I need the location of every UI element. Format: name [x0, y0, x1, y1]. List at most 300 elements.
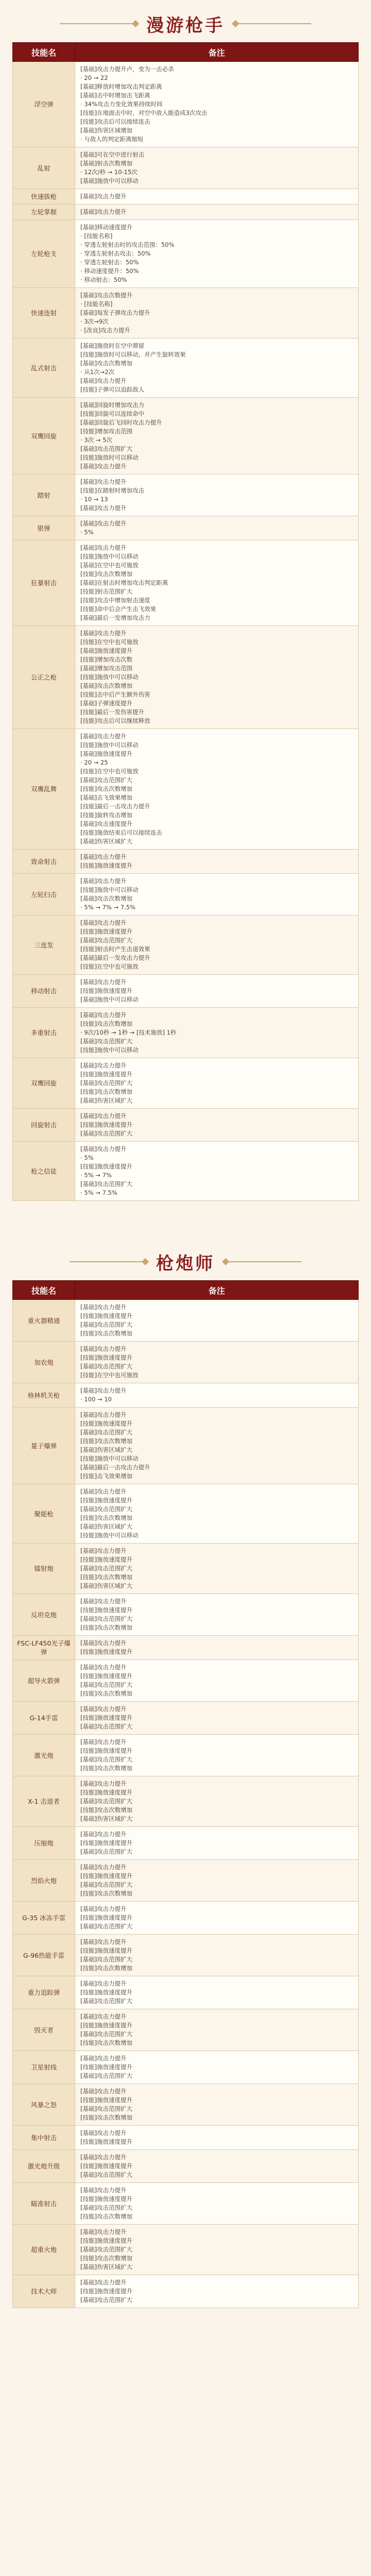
note-line: [技能]攻击次数增加: [80, 1890, 132, 1897]
note-line: [技能]施放速度提升: [80, 2063, 132, 2071]
note-line: [基础]攻击范围扩大: [80, 2296, 132, 2303]
note-line: [技能]命中后会产生击飞效果: [80, 605, 156, 613]
table-row: [13, 540, 359, 626]
note-line: [技能]攻击后可以继续释放: [80, 717, 150, 724]
note-line: [技能]攻击次数增加: [80, 1020, 132, 1027]
note-line: [基础]回旋时增加攻击力: [80, 401, 144, 409]
note-line: [基础]回旋后飞回时攻击力提升: [80, 419, 162, 426]
skill-name: 超导火箭弹: [13, 1660, 75, 1702]
note-line: [基础]在空中也可施放: [80, 562, 139, 569]
note-line: [基础]攻击范围扩大: [80, 1321, 132, 1328]
table-row: [13, 1636, 359, 1660]
skill-name: 卫星射线: [13, 2051, 75, 2084]
note-line: [技能]攻击次数增加: [80, 785, 132, 792]
note-line: [基础]施放速度提升: [80, 647, 132, 654]
table-row: [13, 1660, 359, 1702]
note-line: · 100 → 10: [80, 1396, 112, 1403]
note-line: · 与敌人的判定距离缩短: [80, 135, 144, 143]
note-line: [技能]施放中可以移动: [80, 1455, 139, 1462]
title-ornament-left: [70, 1261, 147, 1262]
note-line: [基础]攻击范围扩大: [80, 2030, 132, 2038]
skill-notes: [75, 338, 359, 398]
skill-name: 左轮扫击: [13, 874, 75, 916]
note-line: [基础]攻击范围扩大: [80, 1180, 132, 1188]
note-line: [基础]攻击力提升: [80, 2013, 127, 2020]
skill-name: 左轮枪支: [13, 220, 75, 288]
note-line: [基础]攻击力提升: [80, 544, 127, 551]
note-line: [技能]子弹可以追踪敌人: [80, 386, 144, 393]
skill-notes: [75, 1408, 359, 1484]
note-line: [技能]攻击后可以接续连击: [80, 118, 150, 125]
note-line: [基础]攻击力提升: [80, 1411, 127, 1418]
skill-name: 双鹰乱舞: [13, 729, 75, 850]
note-line: [技能]攻击次数增加: [80, 1573, 132, 1581]
skill-name: 狂暴射击: [13, 540, 75, 626]
note-line: [技能]在空中也可施放: [80, 638, 139, 646]
skill-name: 加农炮: [13, 1342, 75, 1383]
note-line: · 移动射击：50%: [80, 276, 127, 283]
note-line: [技能]施放中可以移动: [80, 553, 139, 560]
note-line: [基础]攻击力提升: [80, 1780, 127, 1787]
skill-name: 超重火炮: [13, 2225, 75, 2275]
skill-notes: [75, 1544, 359, 1594]
note-line: [基础]攻击力提升: [80, 2129, 127, 2137]
note-line: [技能]增加攻击次数: [80, 656, 132, 663]
note-line: [基础]攻击范围扩大: [80, 2171, 132, 2178]
skill-notes: [75, 147, 359, 189]
note-line: [基础]攻击范围扩大: [80, 2105, 132, 2112]
note-line: [基础]攻击范围扩大: [80, 776, 132, 784]
skill-notes: [75, 1636, 359, 1660]
skill-name: X-1 击退者: [13, 1776, 75, 1827]
note-line: [基础]攻击范围扩大: [80, 1756, 132, 1763]
note-line: [技能]施放速度提升: [80, 1556, 132, 1563]
table-header-row: [13, 1281, 359, 1300]
note-line: [技能]击中后产生额外伤害: [80, 691, 150, 698]
note-line: [技能]攻击次数增加: [80, 1765, 132, 1772]
note-line: [技能]攻击次数增加: [80, 1624, 132, 1631]
note-line: [技能]攻击次数增加: [80, 1806, 132, 1814]
skill-name: 毁灭者: [13, 2009, 75, 2051]
skill-notes: [75, 1776, 359, 1827]
note-line: [基础]伤害区域增加: [80, 127, 132, 134]
note-line: [技能]在踏射时增加攻击: [80, 487, 144, 494]
note-line: [技能]施放速度提升: [80, 987, 132, 994]
note-line: [技能]施放速度提升: [80, 1672, 132, 1680]
note-line: [技能]施放速度提升: [80, 1312, 132, 1319]
note-line: [基础]攻击力提升: [80, 1011, 127, 1019]
skill-notes: [75, 1484, 359, 1544]
skill-name: 乱射: [13, 147, 75, 189]
note-line: [技能]攻击次数增加: [80, 1437, 132, 1445]
title-ornament-left: [60, 23, 137, 24]
note-line: [基础]攻击力提升: [80, 919, 127, 926]
note-line: · 穿透左轮射击：50%: [80, 259, 139, 266]
skill-notes: [75, 1860, 359, 1902]
skill-name: 浮空弹: [13, 62, 75, 147]
skill-notes: [75, 1342, 359, 1383]
note-line: [基础]攻击力提升: [80, 733, 127, 740]
note-line: [基础]增加攻击范围: [80, 665, 132, 672]
note-line: [基础]攻击力提升: [80, 1639, 127, 1647]
note-line: [基础]攻击力提升: [80, 1905, 127, 1912]
note-line: [基础]攻击范围扩大: [80, 1681, 132, 1688]
table-row: [13, 62, 359, 147]
table-row: [13, 516, 359, 540]
skill-notes: [75, 874, 359, 916]
note-line: · 从1次→2次: [80, 368, 115, 376]
note-line: · [技能名称]: [80, 300, 113, 308]
skill-name: 踏射: [13, 474, 75, 516]
note-line: [基础]攻击力提升: [80, 2187, 127, 2194]
skill-name: 移动射击: [13, 975, 75, 1008]
table-row: [13, 1383, 359, 1408]
note-line: [技能]回旋可以连续命中: [80, 410, 144, 417]
skill-notes: [75, 2183, 359, 2225]
skill-name: 烈焰火炮: [13, 1860, 75, 1902]
note-line: [基础]攻击力提升: [80, 1345, 127, 1352]
skill-notes: [75, 1300, 359, 1342]
note-line: [基础]攻击力提升: [80, 2279, 127, 2286]
skill-notes: [75, 1735, 359, 1776]
skill-name: G-14手雷: [13, 1702, 75, 1735]
note-line: [基础]攻击力提升: [80, 853, 127, 860]
note-line: [技能]施放速度提升: [80, 2138, 132, 2145]
table-row: [13, 398, 359, 474]
note-line: [基础]攻击力提升卢，变为一击必杀: [80, 65, 174, 73]
skill-name: 镭射炮: [13, 1544, 75, 1594]
skill-notes: [75, 1594, 359, 1636]
table-row: [13, 1109, 359, 1142]
table-row: [13, 1484, 359, 1544]
note-line: [基础]攻击力提升: [80, 978, 127, 986]
skill-name: FSC-LF450光子爆弹: [13, 1636, 75, 1660]
table-row: [13, 2084, 359, 2126]
table-row: [13, 874, 359, 916]
skill-notes: [75, 850, 359, 874]
table-row: [13, 2150, 359, 2183]
note-line: [基础]攻击力提升: [80, 2228, 127, 2235]
note-line: [技能]施放速度提升: [80, 1872, 132, 1879]
skill-notes: [75, 540, 359, 626]
skill-notes: [75, 1702, 359, 1735]
table-row: [13, 1142, 359, 1201]
skill-name: 格林机关枪: [13, 1383, 75, 1408]
note-line: [技能]攻击次数增加: [80, 1330, 132, 1337]
note-line: [基础]攻击力提升: [80, 463, 127, 470]
table-row: [13, 2051, 359, 2084]
table-row: [13, 1976, 359, 2009]
table-row: [13, 1008, 359, 1058]
note-line: · 12次/秒 → 10-15次: [80, 168, 138, 176]
table-row: [13, 2225, 359, 2275]
note-line: [技能]攻击次数增加: [80, 1690, 132, 1697]
skill-notes: [75, 1660, 359, 1702]
skill-notes: [75, 626, 359, 729]
skill-name: 致命射击: [13, 850, 75, 874]
skill-notes: [75, 2009, 359, 2051]
note-line: [基础]攻击范围扩大: [80, 1956, 132, 1963]
skill-notes: [75, 2084, 359, 2126]
skill-name: 公正之枪: [13, 626, 75, 729]
note-line: [基础]攻击力提升: [80, 1112, 127, 1120]
table-row: [13, 1058, 359, 1109]
note-line: [基础]每发子弹攻击力提升: [80, 309, 150, 316]
note-line: [技能]施放时可以移动: [80, 454, 139, 461]
note-line: [技能]在空中也可施放: [80, 963, 139, 970]
note-line: [基础]攻击力提升: [80, 1387, 127, 1394]
note-line: [基础]攻击力提升: [80, 208, 127, 215]
note-line: [基础]攻击范围扩大: [80, 1923, 132, 1930]
skill-notes: [75, 975, 359, 1008]
note-line: [基础]攻击力提升: [80, 520, 127, 527]
skill-notes: [75, 220, 359, 288]
note-line: [基础]攻击力提升: [80, 2154, 127, 2161]
note-line: [技能]施放速度提升: [80, 2287, 132, 2295]
note-line: [基础]伤害区域扩大: [80, 1097, 132, 1104]
note-line: [基础]攻击力提升: [80, 630, 127, 637]
note-line: [技能]施放速度提升: [80, 1989, 132, 1996]
note-line: [技能]射击时产生击退效果: [80, 945, 150, 953]
note-line: [技能]施放速度提升: [80, 1789, 132, 1796]
skill-notes: [75, 398, 359, 474]
note-line: [基础]攻击力提升: [80, 1145, 127, 1153]
note-line: · 5% → 7.5%: [80, 1189, 117, 1196]
note-line: [技能]施放速度提升: [80, 2022, 132, 2029]
skill-notes: [75, 2150, 359, 2183]
note-line: [基础]攻击力提升: [80, 1488, 127, 1495]
table-row: [13, 205, 359, 220]
note-line: [基础]释放时增加攻击判定距离: [80, 83, 162, 90]
note-line: [基础]攻击力提升: [80, 1705, 127, 1713]
note-line: [技能]攻击次数增加: [80, 1514, 132, 1521]
note-line: [基础]攻击力提升: [80, 1303, 127, 1311]
note-line: [基础]攻击范围扩大: [80, 1565, 132, 1572]
note-line: [技能]击飞效果增加: [80, 1472, 132, 1480]
skill-name: 反坦克炮: [13, 1594, 75, 1636]
skill-notes: [75, 916, 359, 975]
note-line: [技能]旋转攻击增加: [80, 811, 132, 819]
skill-name: 多重射击: [13, 1008, 75, 1058]
table-row: [13, 1594, 359, 1636]
table-row: [13, 1702, 359, 1735]
note-line: [基础]攻击范围扩大: [80, 1079, 132, 1087]
note-line: [基础]攻击范围扩大: [80, 1881, 132, 1888]
note-line: · 5%: [80, 1154, 94, 1161]
note-line: [技能]施放速度提升: [80, 1121, 132, 1128]
note-line: [技能]施放结束后可以接续连击: [80, 829, 162, 836]
skill-name: 快速连射: [13, 288, 75, 338]
skill-name: 技术大师: [13, 2275, 75, 2308]
table-row: [13, 2009, 359, 2051]
note-line: [技能]施放速度提升: [80, 2096, 132, 2104]
note-line: [基础]伤害区域扩大: [80, 1523, 132, 1530]
header-skill: 技能名: [13, 1281, 75, 1300]
note-line: [基础]攻击次数增加: [80, 895, 132, 902]
header-skill: 技能名: [13, 43, 75, 62]
skill-name: 压缩炮: [13, 1827, 75, 1860]
note-line: [技能]攻击次数增加: [80, 1964, 132, 1972]
skill-name: 双鹰回旋: [13, 398, 75, 474]
note-line: · 穿透左轮射击攻击：50%: [80, 250, 151, 257]
note-line: [基础]攻击范围扩大: [80, 1848, 132, 1855]
skill-notes: [75, 1058, 359, 1109]
skill-notes: [75, 205, 359, 220]
table-row: [13, 850, 359, 874]
skill-notes: [75, 516, 359, 540]
note-line: [基础]攻击力提升: [80, 877, 127, 885]
header-note: 备注: [75, 1281, 359, 1300]
note-line: [基础]攻击力提升: [80, 1664, 127, 1671]
table-header-row: [13, 43, 359, 62]
note-line: [基础]施放速度提升: [80, 750, 132, 757]
skill-name: 聚能枪: [13, 1484, 75, 1544]
note-line: [基础]攻击力提升: [80, 1598, 127, 1605]
note-line: [技能]施放速度提升: [80, 928, 132, 935]
note-line: [基础]最后一发攻击力提升: [80, 954, 150, 961]
section-title-row: [12, 10, 359, 37]
note-line: [基础]攻击范围扩大: [80, 1798, 132, 1805]
section-title: 枪炮师: [156, 1253, 215, 1274]
note-line: [技能]施放速度提升: [80, 2162, 132, 2170]
note-line: [基础]攻击力提升: [80, 1831, 127, 1838]
note-line: [技能]施放中可以移动: [80, 886, 139, 893]
note-line: [基础]移动速度提升: [80, 224, 132, 231]
skill-name: 风暴之怒: [13, 2084, 75, 2126]
skill-name: 回旋射击: [13, 1109, 75, 1142]
note-line: [基础]可在空中进行射击: [80, 151, 144, 158]
skill-name: 枪之信徒: [13, 1142, 75, 1201]
note-line: [基础]攻击范围扩大: [80, 1429, 132, 1436]
table-row: [13, 1735, 359, 1776]
note-line: [基础]在射击时增加攻击判定距离: [80, 579, 168, 586]
note-line: [技能]在空中也可施放: [80, 768, 139, 775]
note-line: [基础]攻击次数增加: [80, 682, 132, 689]
note-line: [基础]攻击力提升: [80, 193, 127, 200]
note-line: [技能]施放中可以移动: [80, 1532, 139, 1539]
note-line: [技能]最后一发伤害提升: [80, 708, 144, 716]
note-line: [技能]攻击次数增加: [80, 2255, 132, 2262]
table-row: [13, 189, 359, 205]
note-line: [基础]伤害区域扩大: [80, 1582, 132, 1589]
note-line: [技能]攻击中增加射击速度: [80, 597, 150, 604]
skill-name: 瞄准射击: [13, 2183, 75, 2225]
section-title-row: [12, 1248, 359, 1275]
table-row: [13, 1342, 359, 1383]
skill-name: 三连发: [13, 916, 75, 975]
note-line: [基础]攻击力提升: [80, 1938, 127, 1945]
table-row: [13, 1827, 359, 1860]
note-line: [基础]伤害区域扩大: [80, 1446, 132, 1453]
note-line: [技能]最后一击攻击力提升: [80, 803, 150, 810]
skill-name: 左轮掌握: [13, 205, 75, 220]
skill-notes: [75, 2225, 359, 2275]
skill-name: 双鹰回旋: [13, 1058, 75, 1109]
skill-name: 银弹: [13, 516, 75, 540]
note-line: [基础]攻击力提升: [80, 478, 127, 485]
note-line: [技能]施放速度提升: [80, 1947, 132, 1954]
skill-notes: [75, 1902, 359, 1935]
table-row: [13, 2183, 359, 2225]
note-line: [技能]攻击次数增加: [80, 2114, 132, 2121]
note-line: [基础]伤害区域扩大: [80, 1815, 132, 1822]
table-row: [13, 288, 359, 338]
note-line: [技能]施放速度提升: [80, 862, 132, 869]
skill-notes: [75, 1935, 359, 1976]
note-line: [基础]施放时在空中滞留: [80, 342, 144, 349]
title-ornament-right: [224, 1261, 301, 1262]
note-line: [基础]攻击力提升: [80, 2088, 127, 2095]
skill-name: 乱式射击: [13, 338, 75, 398]
note-line: [基础]攻击力提升: [80, 504, 127, 512]
skill-table: [12, 42, 359, 1201]
note-line: [基础]攻击力提升: [80, 1738, 127, 1745]
note-line: [技能]攻击次数增加: [80, 2213, 132, 2220]
note-line: [基础]施放中可以移动: [80, 177, 139, 184]
note-line: [基础]攻击力提升: [80, 1062, 127, 1069]
table-row: [13, 1544, 359, 1594]
note-line: · 34%攻击力变化效果持续时间: [80, 100, 163, 108]
note-line: [基础]攻击范围扩大: [80, 445, 132, 452]
table-row: [13, 1935, 359, 1976]
note-line: [技能]施放速度提升: [80, 1163, 132, 1170]
note-line: [技能]施放速度提升: [80, 1839, 132, 1846]
skill-notes: [75, 474, 359, 516]
skill-name: G-96热能手雷: [13, 1935, 75, 1976]
skill-name: 激光炮: [13, 1735, 75, 1776]
skill-notes: [75, 1008, 359, 1058]
section-title: 漫游枪手: [146, 15, 225, 36]
note-line: [技能]在空中也可施放: [80, 1371, 139, 1379]
note-line: [技能]攻击次数增加: [80, 2039, 132, 2046]
skill-notes: [75, 1109, 359, 1142]
skill-name: 重火器精通: [13, 1300, 75, 1342]
skill-notes: [75, 1827, 359, 1860]
note-line: [技能]施放速度提升: [80, 2237, 132, 2244]
note-line: [基础]攻击力提升: [80, 1547, 127, 1554]
note-line: [技能]施放速度提升: [80, 1914, 132, 1921]
note-line: · 20 → 25: [80, 759, 108, 766]
note-line: [基础]攻击范围扩大: [80, 937, 132, 944]
note-line: [基础]攻击次数提升: [80, 292, 132, 299]
table-row: [13, 2275, 359, 2308]
table-row: [13, 1860, 359, 1902]
table-row: [13, 1408, 359, 1484]
note-line: [基础]击中时增加击飞距离: [80, 92, 150, 99]
note-line: [基础]攻击范围扩大: [80, 2204, 132, 2211]
note-line: [基础]攻击范围扩大: [80, 1130, 132, 1137]
table-row: [13, 1776, 359, 1827]
table-row: [13, 147, 359, 189]
section-block: [0, 1238, 371, 2323]
note-line: [基础]攻击范围扩大: [80, 1363, 132, 1370]
skill-notes: [75, 1976, 359, 2009]
note-line: [基础]施放中可以移动: [80, 996, 139, 1003]
table-row: [13, 626, 359, 729]
table-row: [13, 338, 359, 398]
section-block: [0, 0, 371, 1215]
note-line: [基础]射击次数增加: [80, 160, 132, 167]
note-line: [技能]施放速度提升: [80, 1648, 132, 1655]
note-line: [基础]子弹速度提升: [80, 700, 132, 707]
note-line: [技能]在地面击中时，对空中敌人能造成3次攻击: [80, 109, 208, 116]
note-line: [基础]攻击范围扩大: [80, 1723, 132, 1730]
skill-notes: [75, 2126, 359, 2150]
table-row: [13, 1902, 359, 1935]
table-row: [13, 916, 359, 975]
note-line: [技能]施放速度提升: [80, 1420, 132, 1427]
title-ornament-right: [234, 23, 311, 24]
